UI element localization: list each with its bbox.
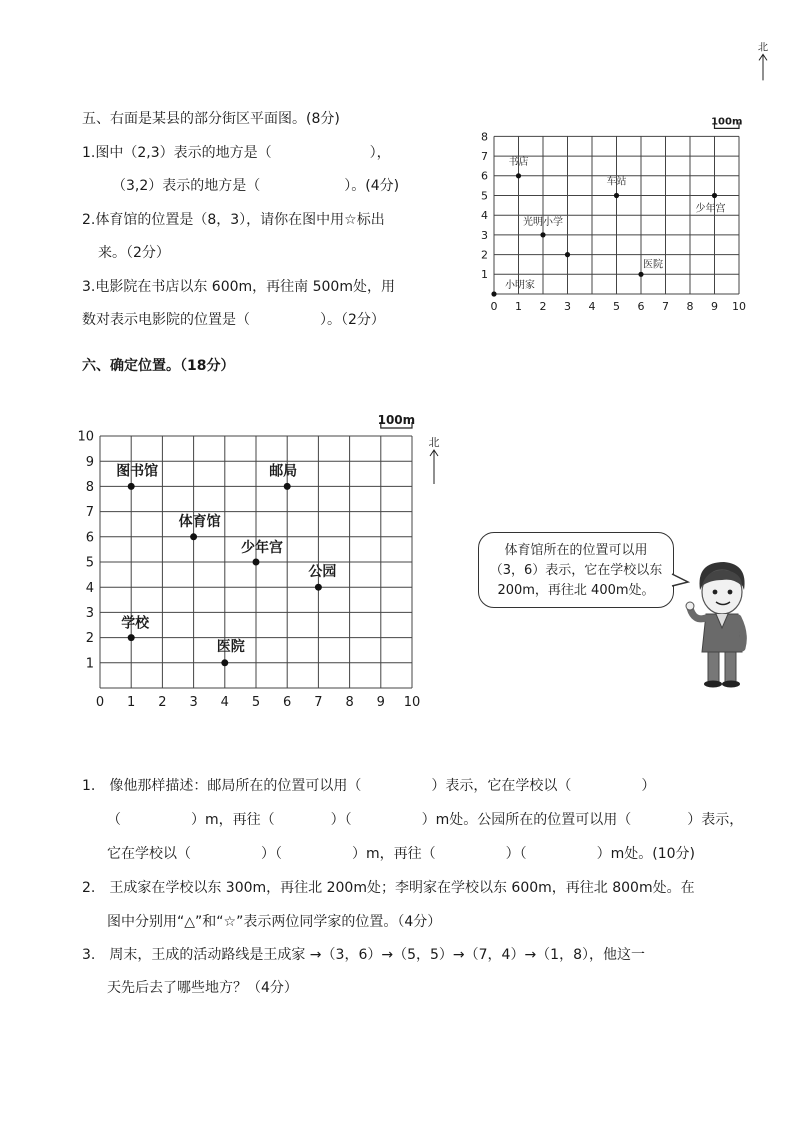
y-tick-label: 3 [481,228,488,242]
y-tick-label: 8 [481,130,488,144]
north-label: 北 [428,436,440,449]
y-tick-label: 9 [85,454,94,470]
map-point [128,634,135,641]
x-tick-label: 3 [189,695,198,710]
map-point [284,483,291,490]
map-point [638,272,643,277]
x-tick-label: 7 [662,300,669,313]
map-point [614,193,619,198]
y-tick-label: 5 [85,555,94,571]
section5-q2-line1: 2.体育馆的位置是（8，3），请你在图中用☆标出 [82,212,385,228]
y-tick-label: 1 [481,268,488,282]
map-point [712,193,717,198]
north-label: 北 [758,42,768,54]
section6-q3-line2: 天先后去了哪些地方？（4分） [107,980,298,996]
section5-q1-line1: 1.图中（2,3）表示的地方是（ ）， [82,145,391,161]
y-tick-label: 1 [85,656,94,672]
speech-bubble [478,532,674,608]
x-tick-label: 5 [613,300,620,313]
x-tick-label: 0 [490,300,498,313]
y-tick-label: 7 [85,505,94,521]
map-point [128,483,135,490]
y-tick-label: 4 [85,580,94,596]
section5-title: 五、右面是某县的部分街区平面图。(8分) [82,111,340,127]
map-point-label: 光明小学 [523,216,563,228]
scale-bar-label: 100m [711,116,743,128]
y-tick-label: 10 [77,429,94,445]
map-point-label: 公园 [308,564,337,581]
map-point [491,291,496,296]
section6-q1-line2: （ ）m，再往（ ）（ ）m处。公园所在的位置可以用（ ）表示， [107,812,744,828]
map-point [315,584,322,591]
y-tick-label: 6 [481,169,488,183]
section6-q3-line1: 3. 周末，王成的活动路线是王成家 →（3，6）→（5，5）→（7，4）→（1，8），他这一 [82,947,645,963]
x-tick-label: 6 [637,300,645,313]
map-point [565,252,570,257]
section5-q1-line2: （3,2）表示的地方是（ ）。(4分) [112,178,400,194]
x-tick-label: 9 [711,300,718,313]
map-point-label: 医院 [216,638,245,655]
map-point-label: 图书馆 [116,463,159,480]
x-tick-label: 6 [283,695,292,710]
speech-bubble-text: 体育馆所在的位置可以用（3，6）表示，它在学校以东 200m，再往北 400m处。 [489,543,663,598]
street-map-small [470,42,770,315]
section6-q2-line1: 2. 王成家在学校以东 300m，再往北 200m处；李明家在学校以东 600m，再往北 800m处。在 [82,880,695,896]
x-tick-label: 10 [732,300,746,313]
x-tick-label: 4 [588,300,596,313]
x-tick-label: 7 [314,695,323,710]
x-tick-label: 9 [376,695,385,710]
x-tick-label: 1 [515,300,522,313]
x-tick-label: 1 [127,695,136,710]
y-tick-label: 5 [481,189,488,203]
y-tick-label: 4 [481,209,488,223]
section5-q3-line2: 数对表示电影院的位置是（ ）。（2分） [82,312,385,328]
map-point-label: 医院 [643,259,663,271]
section6-q1-line1: 1. 像他那样描述：邮局所在的位置可以用（ ）表示，它在学校以（ ） [82,778,656,794]
map-point-label: 书店 [508,156,529,168]
section6-q1-line3: 它在学校以（ ）（ ）m，再往（ ）（ ）m处。(10分) [107,846,696,862]
x-tick-label: 8 [345,695,354,710]
map-point-label: 体育馆 [178,513,221,530]
y-tick-label: 6 [85,530,94,546]
x-tick-label: 8 [686,300,694,313]
x-tick-label: 2 [539,300,547,313]
section5-q3-line1: 3.电影院在书店以东 600m，再往南 500m处，用 [82,279,395,295]
x-tick-label: 0 [95,695,105,710]
section6-title: 六、确定位置。（18分） [82,358,235,374]
y-tick-label: 7 [481,149,488,163]
x-tick-label: 4 [220,695,229,710]
y-tick-label: 3 [85,605,94,621]
map-point-label: 邮局 [269,463,298,480]
section5-q2-line2: 来。（2分） [98,245,170,261]
map-point [221,659,228,666]
map-point [540,232,545,237]
section6-q2-line2: 图中分别用“△”和“☆”表示两位同学家的位置。（4分） [107,914,442,930]
map-point-label: 学校 [121,615,150,632]
x-tick-label: 5 [251,695,261,710]
x-tick-label: 2 [158,695,167,710]
map-point [516,173,521,178]
y-tick-label: 2 [481,248,488,262]
x-tick-label: 3 [564,300,571,313]
boy-illustration [686,556,756,688]
map-point [253,559,260,566]
map-point-label: 少年宫 [695,203,726,215]
map-point-label: 车站 [606,176,627,188]
map-point-label: 少年宫 [241,540,283,556]
map-point [190,533,197,540]
x-tick-label: 10 [403,695,421,710]
map-point-label: 小明家 [505,280,535,291]
y-tick-label: 8 [85,479,94,495]
location-map-large [70,395,450,715]
scale-bar-label: 100m [377,413,416,427]
y-tick-label: 2 [85,631,94,647]
